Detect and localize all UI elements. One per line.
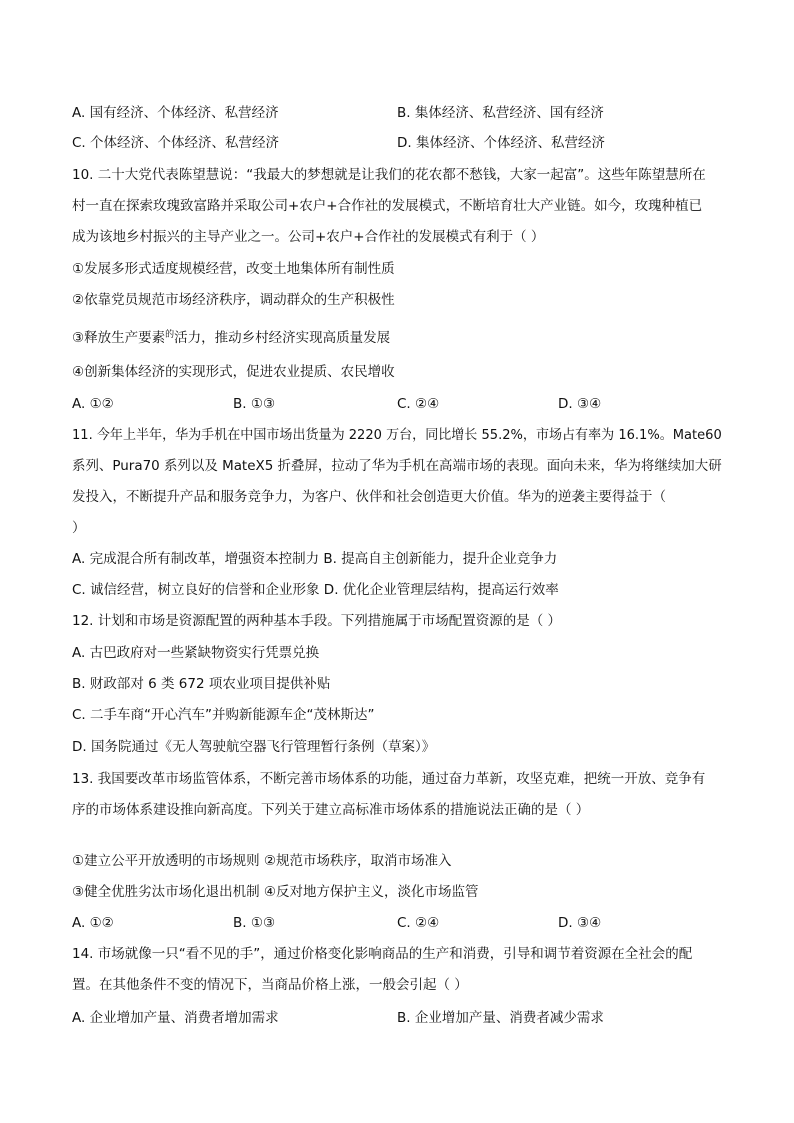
q13-option-a: A. ①②: [72, 915, 114, 931]
q14-stem-line-2: 置。在其他条件不变的情况下，当商品价格上涨，一般会引起（ ）: [72, 977, 468, 993]
q12-stem: 12. 计划和市场是资源配置的两种基本手段。下列措施属于市场配置资源的是（ ）: [72, 613, 562, 629]
q10-item-1: ①发展多形式适度规模经营，改变土地集体所有制性质: [72, 261, 395, 277]
q10-option-b: B. ①③: [233, 396, 276, 412]
q12-option-b: B. 财政部对 6 类 672 项农业项目提供补贴: [72, 676, 331, 692]
q9-option-b: B. 集体经济、私营经济、国有经济: [397, 105, 604, 121]
q11-stem-line-2: 系列、Pura70 系列以及 MateX5 折叠屏，拉动了华为手机在高端市场的表现。面向未来，华为将继续加大研: [72, 458, 722, 474]
q10-item-2: ②依靠党员规范市场经济秩序，调动群众的生产积极性: [72, 292, 395, 308]
q12-option-d: D. 国务院通过《无人驾驶航空器飞行管理暂行条例（草案）》: [72, 739, 436, 755]
q10-stem-line-2: 村一直在探索玫瑰致富路并采取公司+农户+合作社的发展模式，不断培育壮大产业链。如今，玫瑰种植已: [72, 198, 703, 214]
q13-stem-line-2: 序的市场体系建设推向新高度。下列关于建立高标准市场体系的措施说法正确的是（ ）: [72, 802, 590, 818]
q13-option-c: C. ②④: [397, 915, 440, 931]
q9-option-d: D. 集体经济、个体经济、私营经济: [397, 135, 605, 151]
q9-option-c: C. 个体经济、个体经济、私营经济: [72, 135, 280, 151]
q11-stem-line-3: 发投入，不断提升产品和服务竞争力，为客户、伙伴和社会创造更大价值。华为的逆袭主要得益于（: [72, 489, 666, 505]
q13-option-b: B. ①③: [233, 915, 276, 931]
q10-option-c: C. ②④: [397, 396, 440, 412]
q10-stem-line-1: 10. 二十大党代表陈望慧说：“我最大的梦想就是让我们的花农都不愁钱，大家一起富”。这些年陈望慧所在: [72, 167, 706, 183]
q11-options-ab: A. 完成混合所有制改革，增强资本控制力 B. 提高自主创新能力，提升企业竞争力: [72, 551, 558, 567]
q13-stem-line-1: 13. 我国要改革市场监管体系，不断完善市场体系的功能，通过奋力革新，攻坚克难，把统一开放、竞争有: [72, 771, 706, 787]
q14-option-b: B. 企业增加产量、消费者减少需求: [397, 1010, 604, 1026]
q11-options-cd: C. 诚信经营，树立良好的信誉和企业形象 D. 优化企业管理层结构，提高运行效率: [72, 582, 559, 598]
q14-option-a: A. 企业增加产量、消费者增加需求: [72, 1010, 279, 1026]
q10-stem-line-3: 成为该地乡村振兴的主导产业之一。公司+农户+合作社的发展模式有利于（ ）: [72, 229, 545, 245]
q11-stem-line-4: ）: [72, 520, 86, 536]
q10-option-a: A. ①②: [72, 396, 114, 412]
q12-option-c: C. 二手车商“开心汽车”并购新能源车企“茂林斯达”: [72, 707, 375, 723]
q9-option-a: A. 国有经济、个体经济、私营经济: [72, 105, 279, 121]
q14-stem-line-1: 14. 市场就像一只“看不见的手”，通过价格变化影响商品的生产和消费，引导和调节着资源在全社会的配: [72, 946, 693, 962]
q10-option-d: D. ③④: [558, 396, 602, 412]
q13-items-line-2: ③健全优胜劣汰市场化退出机制 ④反对地方保护主义，淡化市场监管: [72, 884, 479, 900]
q11-stem-line-1: 11. 今年上半年，华为手机在中国市场出货量为 2220 万台，同比增长 55.2%，市场占有率为 16.1%。Mate60: [72, 427, 722, 443]
q13-items-line-1: ①建立公平开放透明的市场规则 ②规范市场秩序，取消市场准入: [72, 853, 452, 869]
q13-option-d: D. ③④: [558, 915, 602, 931]
q10-item-4: ④创新集体经济的实现形式，促进农业提质、农民增收: [72, 364, 395, 380]
q12-option-a: A. 古巴政府对一些紧缺物资实行凭票兑换: [72, 645, 320, 661]
q10-item-3: ③释放生产要素$^的$活力，推动乡村经济实现高质量发展: [72, 330, 391, 346]
